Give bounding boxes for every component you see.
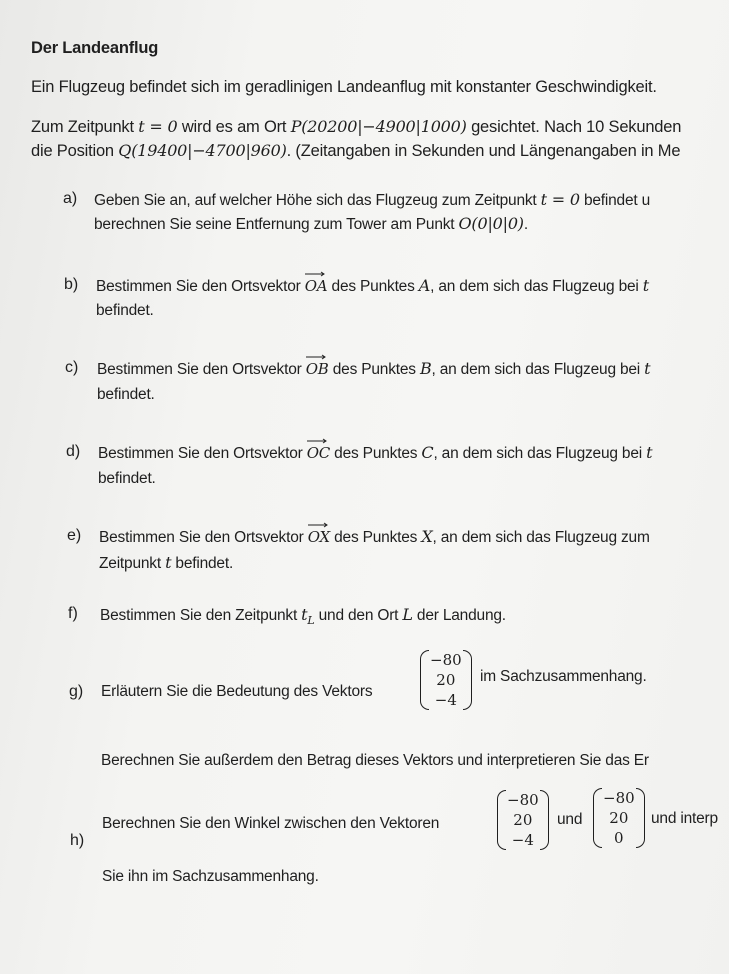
item-f-line-1 <box>100 605 506 627</box>
item-b-line-2: befindet. <box>96 302 154 319</box>
intro-line-3 <box>31 141 680 161</box>
vector-component: 20 <box>436 671 456 689</box>
item-a-label: a) <box>63 190 78 207</box>
math-point-o: O(0|0|0) <box>458 214 524 233</box>
item-text: Geben Sie an, auf welcher Höhe sich das Flugzeug zum Zeitpunkt <box>94 192 541 209</box>
math-t0: t = 0 <box>138 117 178 136</box>
math-t: t <box>165 553 172 572</box>
item-text: Bestimmen Sie den Ortsvektor <box>96 278 305 295</box>
vector-component: −4 <box>434 691 457 709</box>
item-b-line-1 <box>96 276 649 296</box>
vector-name: OC <box>306 444 331 462</box>
math-subscript: L <box>307 614 315 628</box>
vector-component: −4 <box>511 831 534 849</box>
item-text: Bestimmen Sie den Zeitpunkt <box>100 607 302 624</box>
vector-h-a <box>497 790 549 850</box>
vector-arrow-icon <box>305 271 325 277</box>
vector-arrow-icon <box>308 522 328 528</box>
item-text: des Punktes <box>327 278 419 295</box>
item-c-label: c) <box>65 359 79 376</box>
item-h-label: h) <box>70 832 85 849</box>
vector-arrow-icon <box>307 438 327 444</box>
vector-component: −80 <box>430 651 462 669</box>
vector-component: −80 <box>603 789 635 807</box>
math-t: t <box>644 359 651 378</box>
vector-name: OA <box>304 277 328 295</box>
item-h-line-1-pre: Berechnen Sie den Winkel zwischen den Vektoren <box>102 815 440 832</box>
intro-line-2 <box>31 117 681 137</box>
item-e-line-2 <box>99 553 233 573</box>
item-f-label: f) <box>68 605 78 622</box>
item-a-line-2 <box>94 214 528 234</box>
item-c-line-1 <box>97 359 650 379</box>
item-g-line-1-pre: Erläutern Sie die Bedeutung des Vektors <box>101 683 373 700</box>
item-text: des Punktes <box>328 361 420 378</box>
item-text: , an dem sich das Flugzeug bei <box>430 278 643 295</box>
vector-component: −80 <box>507 791 539 809</box>
page-title: Der Landeanflug <box>31 39 159 57</box>
vector-oc <box>307 444 330 462</box>
vector-ox <box>308 528 330 546</box>
vector-g <box>420 650 472 710</box>
item-text: berechnen Sie seine Entfernung zum Tower am Punkt <box>94 216 459 233</box>
vector-ob <box>306 360 329 378</box>
math-t: t <box>646 443 653 462</box>
item-d-label: d) <box>66 443 81 460</box>
intro-text: . (Zeitangaben in Sekunden und Längenangaben in Me <box>286 142 681 160</box>
item-text: des Punktes <box>330 445 422 462</box>
math-t0: t = 0 <box>540 190 580 209</box>
item-g-line-1-post: im Sachzusammenhang. <box>480 668 647 685</box>
item-text: , an dem sich das Flugzeug bei <box>431 361 645 378</box>
item-text: befindet u <box>579 192 651 209</box>
math-point: B <box>419 359 432 378</box>
intro-text: die Position <box>31 142 119 160</box>
math-t: t <box>301 605 308 624</box>
intro-text: Zum Zeitpunkt <box>31 118 139 136</box>
item-e-line-1 <box>99 527 650 547</box>
item-d-line-2: befindet. <box>98 470 156 487</box>
item-h-und: und <box>557 811 583 828</box>
item-e-label: e) <box>67 527 82 544</box>
vector-name: OB <box>305 360 329 378</box>
item-g-line-2: Berechnen Sie außerdem den Betrag dieses Vektors und interpretieren Sie das Er <box>101 752 649 769</box>
intro-line-1: Ein Flugzeug befindet sich im geradlinigen Landeanflug mit konstanter Geschwindigkeit. <box>31 78 657 96</box>
math-point: X <box>421 527 433 546</box>
item-text: Bestimmen Sie den Ortsvektor <box>97 361 306 378</box>
math-point: A <box>418 276 431 295</box>
item-c-line-2: befindet. <box>97 386 155 403</box>
math-point-l: L <box>402 605 413 624</box>
item-text: und den Ort <box>314 607 403 624</box>
vector-oa <box>305 277 328 295</box>
item-text: , an dem sich das Flugzeug zum <box>432 529 650 546</box>
intro-text: wird es am Ort <box>177 118 291 136</box>
intro-text: gesichtet. Nach 10 Sekunden <box>466 118 682 136</box>
item-text: . <box>523 216 528 233</box>
vector-component: 0 <box>614 829 624 847</box>
item-b-label: b) <box>64 276 79 293</box>
math-point: C <box>421 443 434 462</box>
item-text: befindet. <box>171 555 234 572</box>
item-text: , an dem sich das Flugzeug bei <box>433 445 647 462</box>
math-t: t <box>642 276 650 295</box>
vector-arrow-icon <box>306 354 326 360</box>
math-point-q: Q(19400|−4700|960) <box>118 141 287 160</box>
item-d-line-1 <box>98 443 652 463</box>
item-h-line-2: Sie ihn im Sachzusammenhang. <box>102 868 319 885</box>
item-text: der Landung. <box>412 607 506 624</box>
item-a-line-1 <box>94 190 650 210</box>
item-text: Bestimmen Sie den Ortsvektor <box>99 529 308 546</box>
item-g-label: g) <box>69 683 84 700</box>
vector-component: 20 <box>609 809 629 827</box>
math-point-p: P(20200|−4900|1000) <box>290 117 467 136</box>
vector-component: 20 <box>513 811 533 829</box>
vector-h-b <box>593 788 645 848</box>
item-text: Bestimmen Sie den Ortsvektor <box>98 445 307 462</box>
vector-name: OX <box>307 528 331 546</box>
item-text: Zeitpunkt <box>99 555 166 572</box>
item-text: des Punktes <box>330 529 422 546</box>
item-h-line-1-post: und interp <box>651 810 718 827</box>
